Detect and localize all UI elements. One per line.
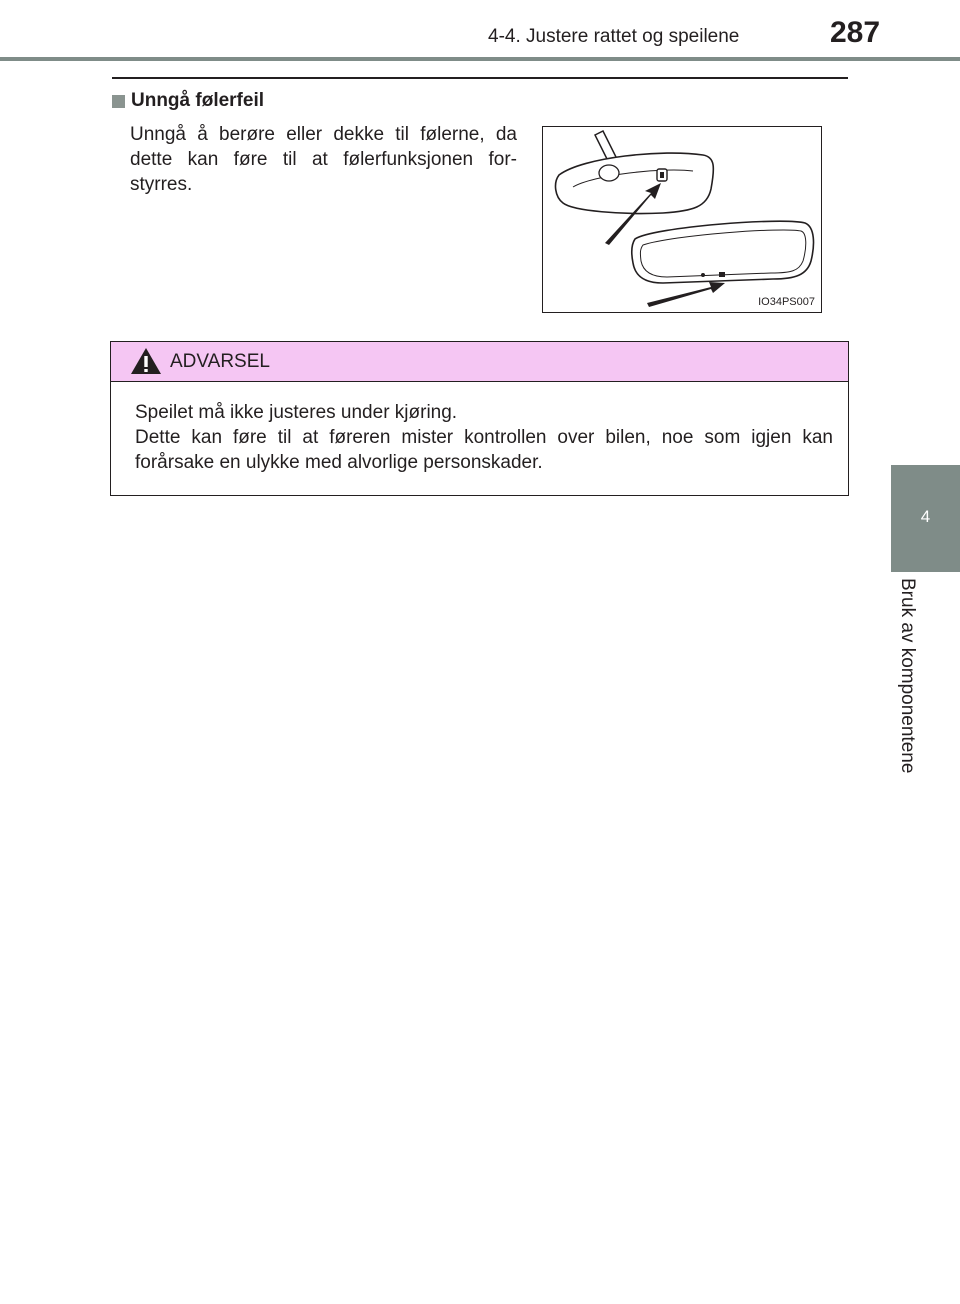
section-heading-text: Unngå følerfeil — [131, 90, 265, 111]
square-bullet-icon — [112, 95, 125, 108]
body-line: styrres. — [130, 174, 193, 195]
warning-line: Dette kan føre til at føreren mister kontrollen over bilen, noe som igjen kan — [135, 427, 833, 448]
warning-line: forårsake en ulykke med alvorlige personskader. — [135, 452, 543, 473]
figure-code: IO34PS007 — [758, 296, 815, 308]
mirror-illustration — [543, 127, 821, 312]
body-line: dette kan føre til at følerfunksjonen for- — [130, 149, 517, 170]
warning-header — [111, 342, 848, 382]
section-heading — [112, 90, 264, 112]
section-body — [130, 122, 517, 197]
body-line: Unngå å berøre eller dekke til følerne, da — [130, 124, 517, 145]
warning-line: Speilet må ikke justeres under kjøring. — [135, 402, 458, 423]
mirror-sensor-figure — [542, 126, 822, 313]
chapter-number: 4 — [920, 507, 931, 526]
warning-title: ADVARSEL — [170, 351, 270, 372]
chapter-title: Bruk av komponentene — [897, 578, 918, 774]
content-rule — [112, 77, 848, 79]
warning-box — [110, 341, 849, 496]
page-number: 287 — [830, 16, 881, 49]
header-rule — [0, 57, 960, 61]
warning-triangle-icon — [130, 347, 162, 375]
warning-text — [135, 400, 833, 475]
chapter-tab — [891, 465, 960, 572]
header-section-title: 4-4. Justere rattet og speilene — [488, 26, 740, 47]
